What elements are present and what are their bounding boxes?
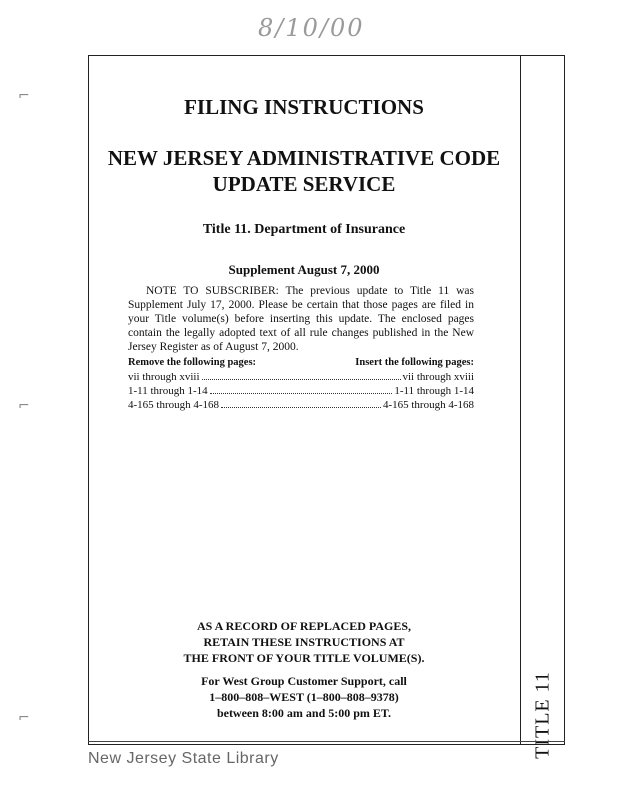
spine-tab	[520, 55, 565, 759]
code-title-line2: UPDATE SERVICE	[212, 172, 396, 196]
support-hours: between 8:00 am and 5:00 pm ET.	[216, 706, 392, 720]
subscriber-note	[128, 284, 474, 354]
remove-pages: 1-11 through 1-14	[128, 385, 208, 397]
margin-mark: ⌐	[18, 398, 30, 414]
page-title: FILING INSTRUCTIONS	[184, 95, 424, 119]
code-title-line1: NEW JERSEY ADMINISTRATIVE CODE	[107, 146, 501, 170]
record-line: RETAIN THESE INSTRUCTIONS AT	[203, 635, 405, 649]
insert-pages: 1-11 through 1-14	[394, 385, 474, 397]
record-line: THE FRONT OF YOUR TITLE VOLUME(S).	[183, 651, 425, 665]
margin-mark: ⌐	[18, 88, 30, 104]
supplement-date: Supplement August 7, 2000	[228, 262, 380, 277]
dot-leader	[202, 379, 401, 380]
page-replacement-table	[128, 357, 474, 412]
handwritten-date: 8/10/00	[258, 14, 365, 42]
insert-pages: vii through xviii	[402, 371, 474, 383]
dot-leader	[221, 407, 381, 408]
insert-header: Insert the following pages:	[355, 357, 474, 368]
table-row	[128, 398, 474, 412]
insert-pages: 4-165 through 4-168	[382, 399, 474, 411]
support-line: For West Group Customer Support, call	[201, 674, 407, 688]
subject-title: Title 11. Department of Insurance	[202, 222, 406, 237]
record-notice	[88, 618, 520, 666]
record-line: AS A RECORD OF REPLACED PAGES,	[196, 619, 412, 633]
remove-pages: 4-165 through 4-168	[128, 399, 220, 411]
support-phone: 1–800–808–WEST (1–800–808–9378)	[209, 690, 399, 704]
subscriber-note-text: NOTE TO SUBSCRIBER: The previous update to Title 11 was Supplement July 17, 2000. Please be certain that those pages are filed in your Title volume(s) before inserting this update. The enclosed pages contain the legally adopted text of all rule changes published in the New Jersey Register as of August 7, 2000.	[128, 285, 474, 353]
library-stamp: New Jersey State Library	[88, 750, 279, 767]
margin-mark: ⌐	[18, 710, 30, 726]
remove-header: Remove the following pages:	[128, 357, 257, 368]
customer-support	[88, 673, 520, 721]
table-row	[128, 370, 474, 384]
spine-label: TITLE 11	[531, 671, 554, 759]
table-row	[128, 384, 474, 398]
bottom-rule	[88, 741, 565, 742]
dot-leader	[210, 393, 393, 394]
remove-pages: vii through xviii	[128, 371, 200, 383]
code-title	[88, 145, 520, 197]
table-header	[128, 357, 474, 368]
